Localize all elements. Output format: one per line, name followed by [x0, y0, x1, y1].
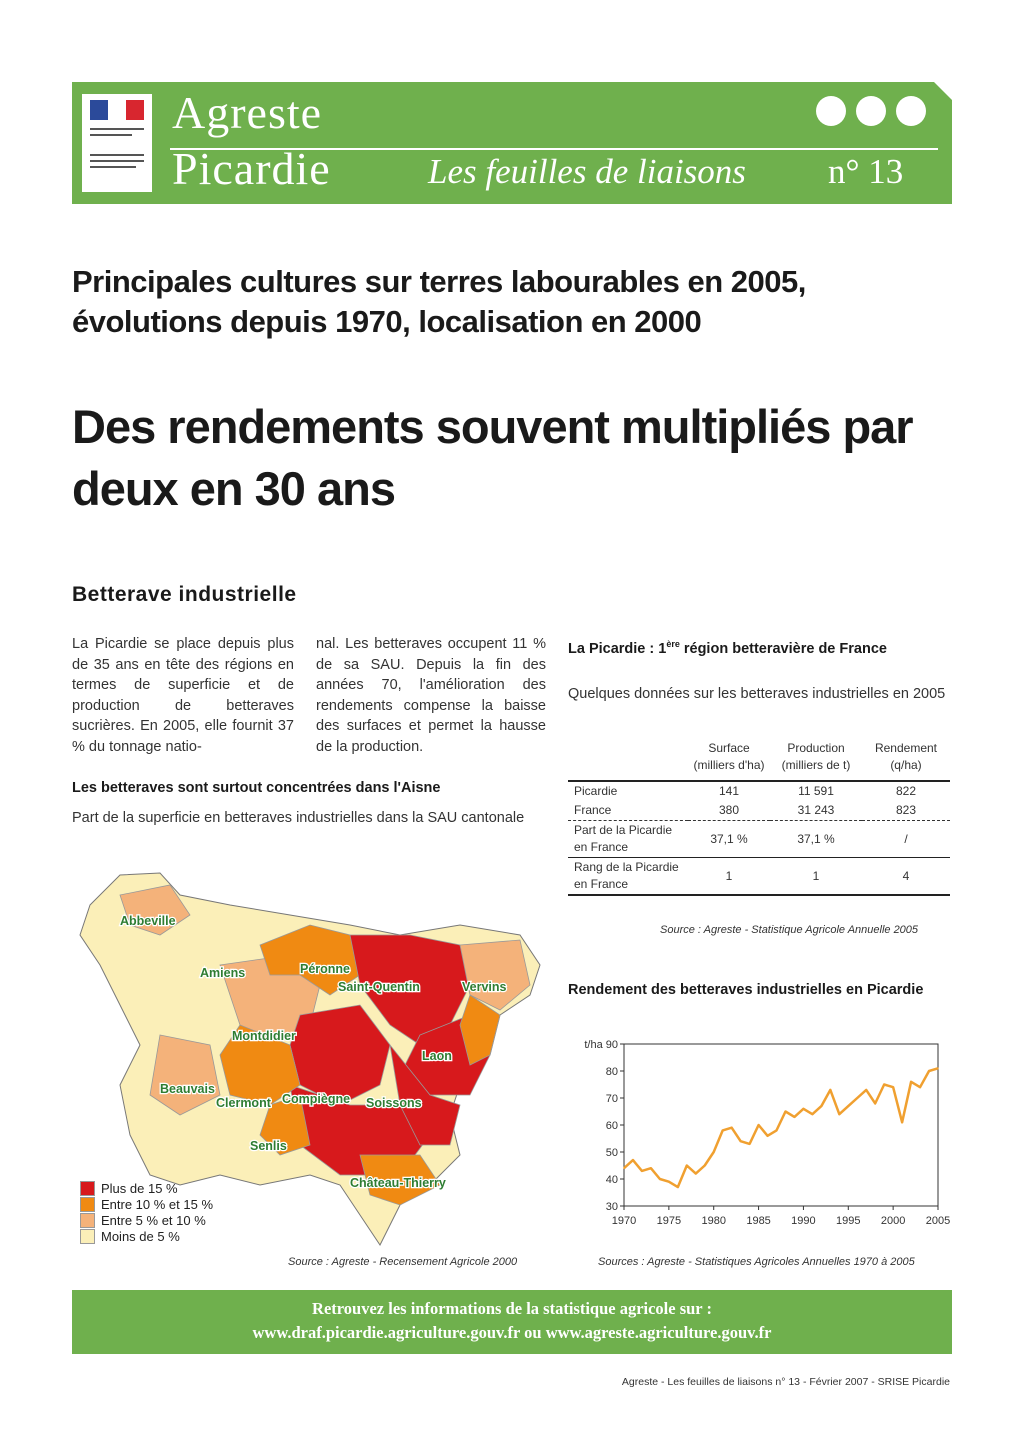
- data-point: [847, 1105, 849, 1107]
- data-point: [686, 1165, 688, 1167]
- x-tick-label: 1995: [836, 1215, 861, 1227]
- data-table: [568, 740, 950, 896]
- ministry-logo: [82, 94, 152, 192]
- col-header: Surface (milliers d'ha): [693, 741, 765, 772]
- y-tick-label: 40: [605, 1174, 618, 1186]
- town-label: Château-Thierry: [350, 1176, 446, 1190]
- table-row: France 380 31 243 823: [574, 803, 917, 817]
- issue-number: n° 13: [828, 152, 904, 191]
- legend-item: Plus de 15 %: [80, 1180, 213, 1196]
- colophon: Agreste - Les feuilles de liaisons n° 13 - Février 2007 - SRISE Picardie: [621, 1376, 950, 1388]
- data-point: [722, 1130, 724, 1132]
- col-header: Production (milliers de t): [781, 741, 851, 772]
- data-point: [659, 1178, 661, 1180]
- table-row: Part de la Picardie en France 37,1 % 37,1 % /: [568, 821, 950, 858]
- data-point: [910, 1081, 912, 1083]
- x-tick-label: 2005: [925, 1215, 951, 1227]
- data-point: [839, 1113, 841, 1115]
- map-subtitle: Part de la superficie en betteraves industrielles dans la SAU cantonale: [72, 810, 525, 826]
- data-point: [785, 1111, 787, 1113]
- data-point: [892, 1086, 894, 1088]
- town-label: Péronne: [300, 962, 351, 976]
- data-point: [812, 1113, 814, 1115]
- data-point: [749, 1143, 751, 1145]
- data-point: [794, 1116, 796, 1118]
- data-point: [865, 1089, 867, 1091]
- table-subtitle: Quelques données sur les betteraves industrielles en 2005: [568, 686, 946, 702]
- town-label: Amiens: [200, 966, 246, 980]
- town-label: Senlis: [250, 1139, 287, 1153]
- data-point: [821, 1105, 823, 1107]
- x-tick-label: 1975: [656, 1215, 682, 1227]
- page-subtitle: Principales cultures sur terres labourables en 2005, évolutions depuis 1970, localisation en 2000: [72, 264, 806, 339]
- page-headline: Des rendements souvent multipliés par deux en 30 ans: [72, 400, 913, 515]
- data-point: [695, 1173, 697, 1175]
- data-point: [856, 1097, 858, 1099]
- section-title: Betterave industrielle: [72, 583, 297, 606]
- data-point: [803, 1108, 805, 1110]
- town-label: Abbeville: [120, 914, 176, 928]
- data-point: [668, 1181, 670, 1183]
- legend-item: Entre 5 % et 10 %: [80, 1212, 213, 1228]
- y-tick-label: 50: [605, 1147, 618, 1159]
- data-point: [874, 1103, 876, 1105]
- series-line: [624, 1068, 938, 1187]
- body-column-1: La Picardie se place depuis plus de 35 ans en tête des régions en termes de superficie et de production de betteraves sucrières. En 2005, elle fournit 37 % du tonnage natio-: [72, 636, 294, 755]
- footer-links[interactable]: www.draf.picardie.agriculture.gouv.fr ou www.agreste.agriculture.gouv.fr: [252, 1323, 772, 1342]
- chart-source: Sources : Agreste - Statistiques Agricoles Annuelles 1970 à 2005: [598, 1256, 915, 1268]
- town-label: Compiègne: [282, 1092, 351, 1106]
- data-point: [758, 1124, 760, 1126]
- footer-line-1: Retrouvez les informations de la statistique agricole sur :: [312, 1299, 712, 1318]
- y-tick-label: 80: [605, 1066, 618, 1078]
- brand-agreste: Agreste: [172, 87, 323, 138]
- x-tick-label: 1985: [746, 1215, 771, 1227]
- town-label: Laon: [422, 1049, 452, 1063]
- town-label: Montdidier: [232, 1029, 296, 1043]
- legend-item: Entre 10 % et 15 %: [80, 1196, 213, 1212]
- series-title: Les feuilles de liaisons: [428, 152, 746, 191]
- map-title: Les betteraves sont surtout concentrées dans l'Aisne: [72, 780, 441, 796]
- data-point: [883, 1084, 885, 1086]
- header-band: [72, 82, 952, 204]
- data-point: [677, 1186, 679, 1188]
- dots-decoration: [816, 96, 926, 126]
- data-point: [901, 1122, 903, 1124]
- table-title: La Picardie : 1ère région betteravière de France: [568, 639, 887, 657]
- map-source: Source : Agreste - Recensement Agricole 2000: [288, 1256, 518, 1268]
- data-point: [776, 1130, 778, 1132]
- data-point: [623, 1167, 625, 1169]
- map-legend: [80, 1180, 213, 1244]
- data-point: [928, 1070, 930, 1072]
- data-point: [767, 1135, 769, 1137]
- data-point: [641, 1170, 643, 1172]
- town-label: Saint-Quentin: [338, 980, 420, 994]
- yield-line-chart: [562, 1030, 952, 1240]
- table-row: Rang de la Picardie en France 1 1 4: [568, 858, 950, 896]
- x-tick-label: 2000: [880, 1215, 906, 1227]
- legend-item: Moins de 5 %: [80, 1228, 213, 1244]
- town-label: Clermont: [216, 1096, 271, 1110]
- y-tick-label: 30: [605, 1201, 618, 1213]
- data-point: [919, 1086, 921, 1088]
- table-row: Picardie 141 11 591 822: [568, 781, 950, 801]
- chart-title: Rendement des betteraves industrielles en Picardie: [568, 982, 924, 998]
- y-tick-label: 70: [605, 1093, 618, 1105]
- town-label: Soissons: [366, 1096, 422, 1110]
- body-column-2: nal. Les betteraves occupent 11 % de sa SAU. Depuis la fin des années 70, l'amélioration des rendements compense la baisse des surfaces et permet la hausse de la production.: [316, 636, 546, 755]
- x-tick-label: 1990: [791, 1215, 816, 1227]
- town-label: Vervins: [462, 980, 507, 994]
- data-point: [713, 1151, 715, 1153]
- table-source: Source : Agreste - Statistique Agricole Annuelle 2005: [660, 924, 919, 936]
- y-tick-label: t/ha 90: [584, 1039, 618, 1051]
- data-point: [650, 1167, 652, 1169]
- data-point: [704, 1165, 706, 1167]
- x-tick-label: 1980: [701, 1215, 726, 1227]
- brand-picardie: Picardie: [172, 143, 331, 194]
- y-tick-label: 60: [605, 1120, 618, 1132]
- x-tick-label: 1970: [611, 1215, 637, 1227]
- col-header: Rendement (q/ha): [874, 741, 938, 772]
- data-point: [830, 1089, 832, 1091]
- data-point: [937, 1068, 939, 1070]
- data-point: [740, 1140, 742, 1142]
- footer-band: [72, 1290, 952, 1354]
- data-point: [731, 1127, 733, 1129]
- data-point: [632, 1159, 634, 1161]
- town-label: Beauvais: [160, 1082, 215, 1096]
